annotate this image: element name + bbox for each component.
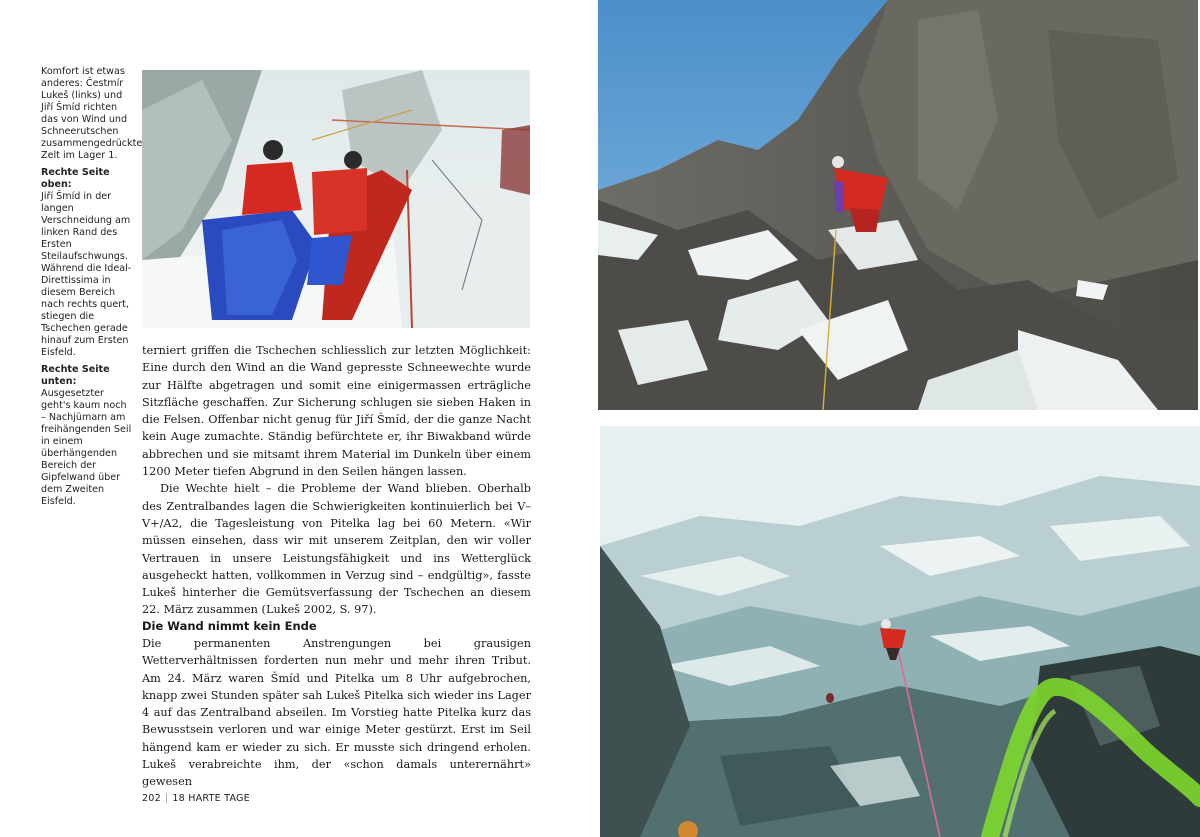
photo-jumaring-overhang — [600, 426, 1200, 837]
caption-tent-text: Komfort ist etwas anderes: Čestmír Lukeš (links) und Jiří Šmíd richten das von Wind und Schneerutschen zusammengedrückte Zelt im Lager 1. — [41, 66, 143, 161]
body-text-block-2 — [142, 635, 531, 791]
section-heading: Die Wand nimmt kein Ende — [142, 619, 317, 633]
caption-right-bottom — [41, 364, 133, 508]
chapter-title: 18 HARTE TAGE — [172, 793, 250, 804]
page-footer — [142, 793, 250, 804]
caption-right-bottom-heading: Rechte Seite unten: — [41, 364, 110, 387]
page-number: 202 — [142, 793, 161, 804]
right-page — [598, 0, 1200, 837]
body-paragraph: terniert griffen die Tschechen schliesslich zur letzten Möglichkeit: Eine durch den Wind an die Wand gepresste Schneewechte wurde zur Hälfte abgetragen und somit eine einigermassen erträgliche Sitzfläche geschaffen. Zur Sicherung schlugen sie sieben Haken in die Felsen. Offenbar nicht genug für Jiří Šmíd, der die ganze Nacht kein Auge zumachte. Ständig befürchtete er, ihr Biwakband würde abbrechen und sie mitsamt ihrem Material im Dunkeln über einem 1200 Meter tiefen Abgrund in den Seilen hängen lassen. — [142, 344, 531, 479]
footer-separator: | — [164, 793, 169, 804]
caption-right-top-text: Jiří Šmíd in der langen Verschneidung am linken Rand des Ersten Steilaufschwungs. Während die Ideal-Direttissima in diesem Bereich nach rechts quert, stiegen die Tschechen gerade hinauf zum Ersten Eisfeld. — [41, 191, 132, 358]
caption-right-top-heading: Rechte Seite oben: — [41, 167, 110, 190]
body-paragraph: Die permanenten Anstrengungen bei grausigen Wetterverhältnissen forderten nun mehr und mehr ihren Tribut. Am 24. März waren Šmíd und Pitelka um 8 Uhr aufgebrochen, knapp zwei Stunden später sah Lukeš Pitelka sich wieder ins Lager 4 auf das Zentralband abseilen. Im Vorstieg hatte Pitelka kurz das Bewusstsein verloren und war einige Meter gestürzt. Erst im Seil hängend kam er wieder zu sich. Er musste sich dringend erholen. Lukeš verabreichte ihm, der «schon damals unterernährt» gewesen — [142, 637, 531, 789]
photo-dihedral-climb — [598, 0, 1198, 410]
caption-right-top — [41, 167, 133, 359]
photo-tent-camp — [142, 70, 530, 328]
caption-tent — [41, 66, 143, 162]
left-page — [0, 0, 596, 837]
caption-right-bottom-text: Ausgesetzter geht's kaum noch – Nachjümarn am freihängenden Seil in einem überhängenden Bereich der Gipfelwand über dem Zweiten Eisfeld. — [41, 388, 132, 507]
body-text-block-1 — [142, 342, 531, 619]
photo-captions — [41, 66, 143, 513]
body-paragraph: Die Wechte hielt – die Probleme der Wand blieben. Oberhalb des Zentralbandes lagen die Schwierigkeiten kontinuierlich bei V–V+/A2, die Tagesleistung von Pitelka lag bei 60 Metern. «Wir müssen einsehen, dass wir mit unserem Zeitplan, den wir voller Vertrauen in unsere Leistungsfähigkeit und ins Wetterglück ausgeheckt hatten, vollkommen in Verzug sind – endgültig», fasste Lukeš hinterher die Gemütsverfassung der Tschechen an diesem 22. März zusammen (Lukeš 2002, S. 97). — [142, 482, 531, 617]
